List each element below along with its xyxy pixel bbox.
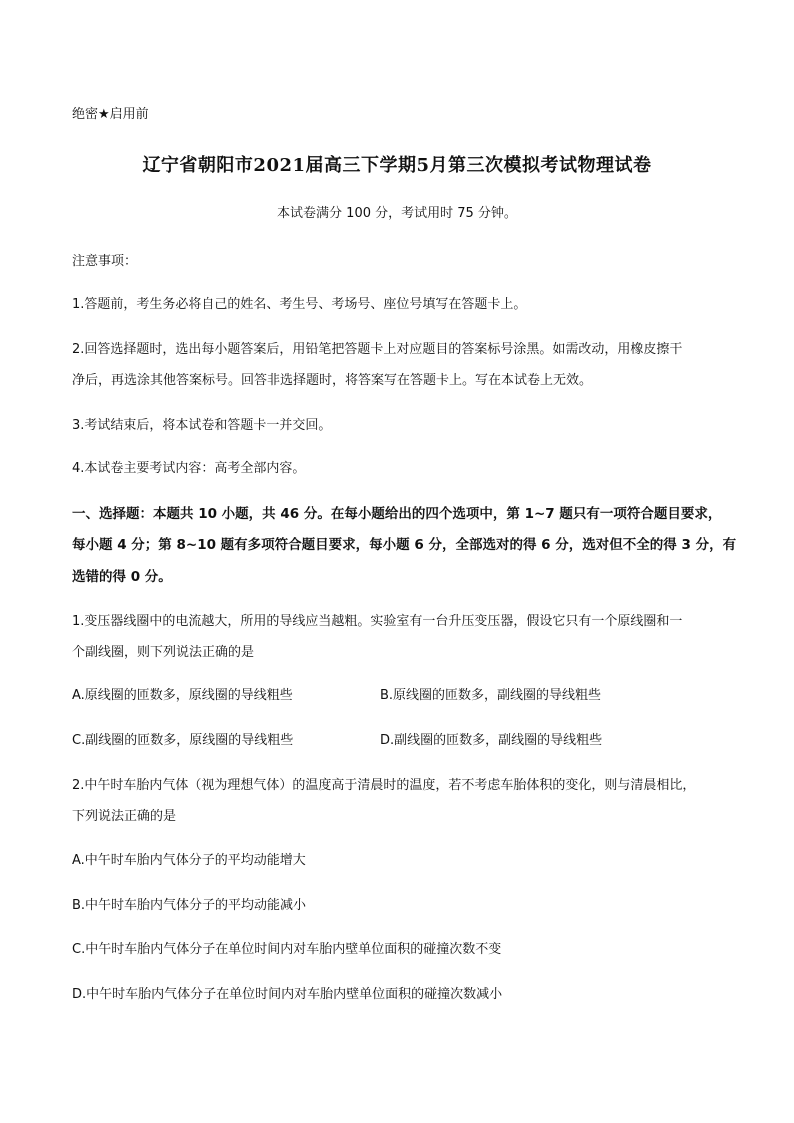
secret-label: 绝密★启用前 xyxy=(72,107,149,122)
notice-item: 4.本试卷主要考试内容：高考全部内容。 xyxy=(72,461,306,476)
page-title: 辽宁省朝阳市2021届高三下学期5月第三次模拟考试物理试卷 xyxy=(142,155,652,176)
option-d: D.副线圈的匝数多，副线圈的导线粗些 xyxy=(380,733,603,748)
option-b: B.中午时车胎内气体分子的平均动能减小 xyxy=(72,898,307,913)
section-heading: 每小题 4 分；第 8~10 题有多项符合题目要求，每小题 6 分，全部选对的得 6 分，选对但不全的得 3 分，有 xyxy=(72,537,737,553)
question-stem: 2.中午时车胎内气体（视为理想气体）的温度高于清晨时的温度，若不考虑车胎体积的变化，则与清晨相比， xyxy=(72,778,696,793)
option-a: A.原线圈的匝数多，原线圈的导线粗些 xyxy=(72,688,293,703)
option-a: A.中午时车胎内气体分子的平均动能增大 xyxy=(72,853,306,868)
notice-item: 1.答题前，考生务必将自己的姓名、考生号、考场号、座位号填写在答题卡上。 xyxy=(72,297,527,312)
notice-heading: 注意事项： xyxy=(72,254,138,269)
option-c: C.中午时车胎内气体分子在单位时间内对车胎内壁单位面积的碰撞次数不变 xyxy=(72,942,502,957)
question-stem: 下列说法正确的是 xyxy=(72,809,177,824)
notice-item: 3.考试结束后，将本试卷和答题卡一并交回。 xyxy=(72,418,332,433)
notice-item: 净后，再选涂其他答案标号。回答非选择题时，将答案写在答题卡上。写在本试卷上无效。 xyxy=(72,373,593,388)
option-c: C.副线圈的匝数多，原线圈的导线粗些 xyxy=(72,733,294,748)
section-heading: 选错的得 0 分。 xyxy=(72,569,172,585)
exam-info: 本试卷满分 100 分，考试用时 75 分钟。 xyxy=(277,206,517,221)
section-heading: 一、选择题：本题共 10 小题，共 46 分。在每小题给出的四个选项中，第 1~7 题只有一项符合题目要求， xyxy=(72,506,722,522)
question-stem: 个副线圈，则下列说法正确的是 xyxy=(72,645,255,660)
option-b: B.原线圈的匝数多，副线圈的导线粗些 xyxy=(380,688,602,703)
notice-item: 2.回答选择题时，选出每小题答案后，用铅笔把答题卡上对应题目的答案标号涂黑。如需改动，用橡皮擦干 xyxy=(72,342,683,357)
question-stem: 1.变压器线圈中的电流越大，所用的导线应当越粗。实验室有一台升压变压器，假设它只有一个原线圈和一 xyxy=(72,614,683,629)
option-d: D.中午时车胎内气体分子在单位时间内对车胎内壁单位面积的碰撞次数减小 xyxy=(72,987,503,1002)
